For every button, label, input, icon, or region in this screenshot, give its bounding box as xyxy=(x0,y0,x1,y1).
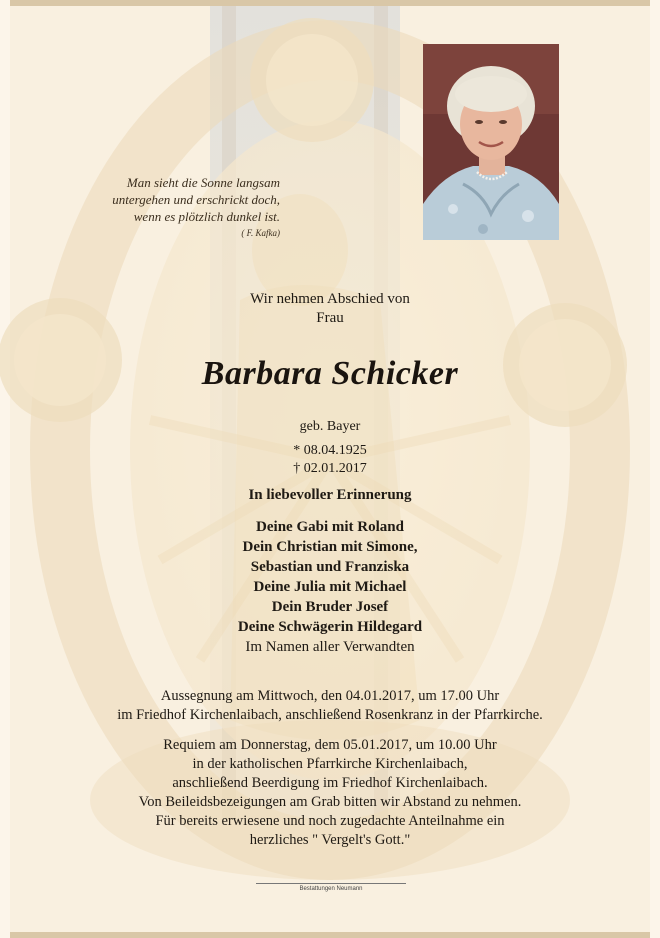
quote-author: ( F. Kafka) xyxy=(241,228,280,238)
relatives-line: Im Namen aller Verwandten xyxy=(245,639,415,655)
intro-salutation: Frau xyxy=(316,310,344,326)
birth-name: geb. Bayer xyxy=(299,419,361,434)
notice-line: Aussegnung am Mittwoch, den 04.01.2017, um 17.00 Uhr xyxy=(160,688,500,704)
quote-line: untergehen und erschrickt doch, xyxy=(112,192,280,207)
requiem-notice xyxy=(40,736,620,850)
intro-line: Wir nehmen Abschied von xyxy=(250,291,410,307)
bottom-frame-strip xyxy=(10,932,650,938)
family-member: Dein Bruder Josef xyxy=(271,599,389,615)
top-frame-strip xyxy=(10,0,650,6)
notice-line: Von Beileidsbezeigungen am Grab bitten wir Abstand zu nehmen. xyxy=(138,794,522,810)
funeral-home-credit: Bestattungen Neumann xyxy=(256,883,406,892)
kafka-quote xyxy=(78,174,280,241)
farewell-intro xyxy=(60,290,600,328)
family-list xyxy=(60,517,600,657)
portrait-photo xyxy=(423,44,559,240)
blessing-notice xyxy=(40,687,620,725)
family-member: Deine Schwägerin Hildegard xyxy=(237,619,423,635)
deceased-name: Barbara Schicker xyxy=(201,355,459,392)
family-member: Deine Gabi mit Roland xyxy=(256,519,404,535)
death-date: † 02.01.2017 xyxy=(293,461,367,476)
notice-line: im Friedhof Kirchenlaibach, anschließend Rosenkranz in der Pfarrkirche. xyxy=(117,707,543,723)
family-member: Sebastian und Franziska xyxy=(250,559,410,575)
notice-line: herzliches " Vergelt's Gott." xyxy=(249,832,411,848)
notice-line: Für bereits erwiesene und noch zugedachte Anteilnahme ein xyxy=(155,813,505,829)
birth-date: * 08.04.1925 xyxy=(293,443,367,458)
quote-line: wenn es plötzlich dunkel ist. xyxy=(133,209,280,224)
quote-line: Man sieht die Sonne langsam xyxy=(126,175,280,190)
life-dates xyxy=(60,418,600,478)
family-member: Deine Julia mit Michael xyxy=(253,579,407,595)
remembrance-heading: In liebevoller Erinnerung xyxy=(248,487,412,503)
family-member: Dein Christian mit Simone, xyxy=(242,539,418,555)
notice-line: in der katholischen Pfarrkirche Kirchenlaibach, xyxy=(192,756,468,772)
notice-line: anschließend Beerdigung im Friedhof Kirchenlaibach. xyxy=(172,775,488,791)
notice-line: Requiem am Donnerstag, dem 05.01.2017, um 10.00 Uhr xyxy=(163,737,497,753)
